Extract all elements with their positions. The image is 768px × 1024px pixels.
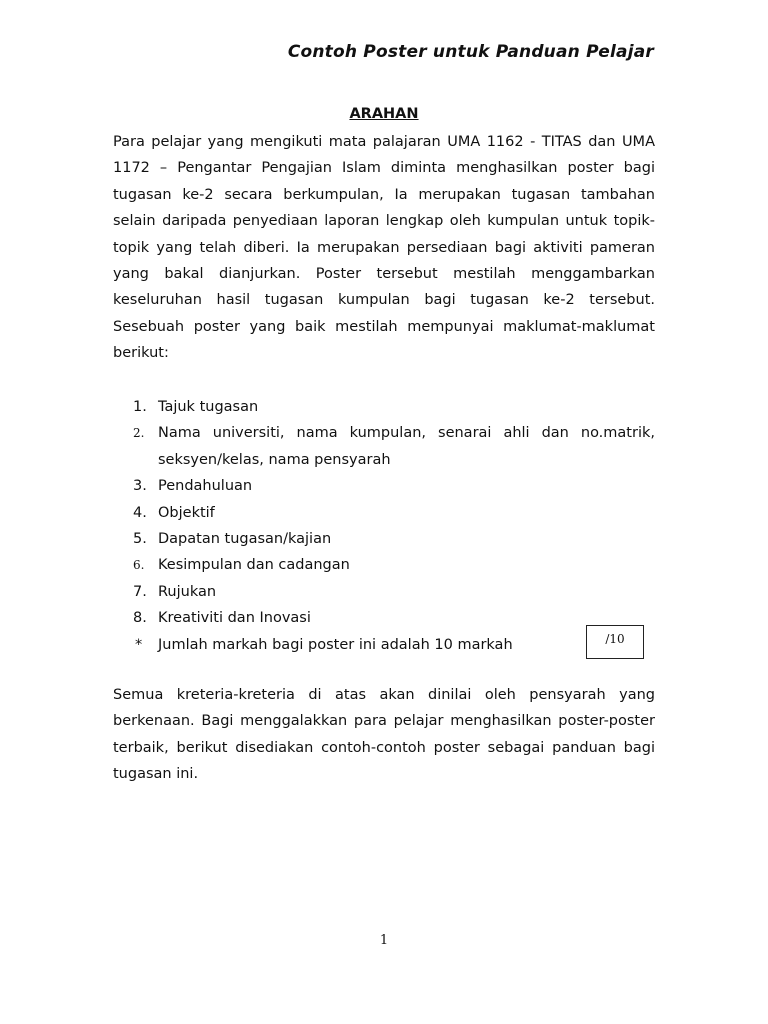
list-item-text: Kesimpulan dan cadangan (158, 557, 350, 574)
list-item-number: 8. (133, 610, 147, 627)
list-item-number: 5. (133, 531, 147, 548)
list-item (113, 605, 655, 631)
list-item (113, 526, 655, 552)
list-item-number: 1. (133, 399, 147, 415)
list-item (113, 579, 655, 605)
list-item (113, 394, 655, 420)
list-item (113, 420, 655, 473)
section-heading: ARAHAN (349, 106, 419, 122)
requirements-list (113, 394, 655, 658)
list-item-number: 6. (133, 558, 145, 573)
list-item-number: 4. (133, 504, 147, 521)
list-item-number: 2. (133, 426, 145, 441)
score-box: /10 (586, 625, 644, 659)
list-item (113, 473, 655, 499)
marks-note (113, 632, 655, 658)
list-item-text: Pendahuluan (158, 478, 253, 495)
list-item-text: Dapatan tugasan/kajian (158, 531, 332, 548)
note-marker: * (135, 636, 143, 653)
list-item-number: 3. (133, 478, 147, 495)
list-item-text: Tajuk tugasan (158, 399, 259, 415)
note-text: Jumlah markah bagi poster ini adalah 10 markah (158, 636, 513, 653)
page-header-title: Contoh Poster untuk Panduan Pelajar (287, 42, 654, 62)
list-item-text: Objektif (158, 504, 215, 521)
list-item (113, 552, 655, 578)
page-number: 1 (379, 933, 389, 948)
list-item-number: 7. (133, 583, 147, 600)
list-item-text: Rujukan (158, 583, 217, 600)
list-item-text: Nama universiti, nama kumpulan, senarai ahli dan no.matrik, seksyen/kelas, nama pensyarah (158, 425, 655, 468)
closing-paragraph: Semua kreteria-kreteria di atas akan dinilai oleh pensyarah yang berkenaan. Bagi menggalakkan para pelajar menghasilkan poster-poster terbaik, berikut disediakan contoh-contoh poster sebagai panduan bagi tugasan ini. (113, 687, 655, 783)
intro-paragraph: Para pelajar yang mengikuti mata palajaran UMA 1162 - TITAS dan UMA 1172 – Pengantar Pengajian Islam diminta menghasilkan poster bagi tugasan ke-2 secara berkumpulan, Ia merupakan tugasan tambahan selain daripada penyediaan laporan lengkap oleh kumpulan untuk topik-topik yang telah diberi. Ia merupakan persediaan bagi aktiviti pameran yang bakal dianjurkan. Poster tersebut mestilah menggambarkan keseluruhan hasil tugasan kumpulan bagi tugasan ke-2 tersebut. Sesebuah poster yang baik mestilah mempunyai maklumat-maklumat berikut: (113, 134, 655, 362)
list-item-text: Kreativiti dan Inovasi (158, 610, 311, 627)
list-item (113, 500, 655, 526)
